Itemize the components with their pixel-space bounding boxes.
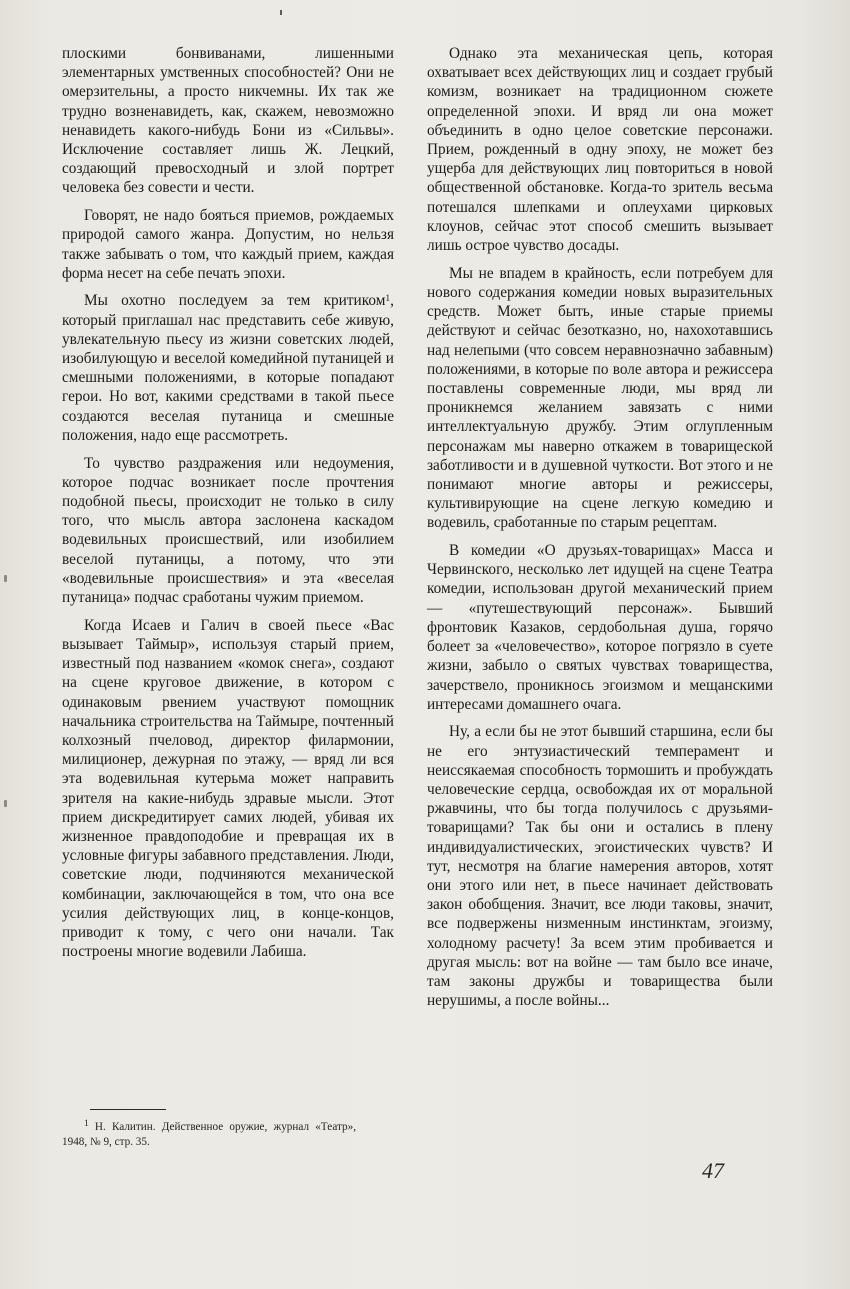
print-speck [280,10,282,15]
paragraph: То чувство раздражения или недоумения, которое подчас возникает после прочтения подобной пьесы, происходит не только в силу того, что мысль автора заслонена каскадом водевильных происшествий, или изобилием веселой путаницы, а потому, что эти «водевильные происшествия» и эта «веселая путаница» подчас сработаны чужим приемом. [62,454,394,606]
left-column [62,44,394,970]
paragraph [62,291,394,445]
paragraph-text: , который приглашал нас представить себе живую, увлекательную пьесу из жизни советских людей, изобилующую и веселой комедийной путаницей и смешными положениями, в которые попадают герои. Но вот, какими средствами в такой пьесе создаются веселая путаница и смешные положения, надо еще рассмотреть. [62,292,394,444]
footnote [62,1120,356,1150]
paragraph: Однако эта механическая цепь, которая охватывает всех действующих лиц и создает грубый комизм, возникает на традиционном сюжете определенной эпохи. И вряд ли она может объединить в одно целое советские персонажи. Прием, рожденный в одну эпоху, не может без ущерба для действующих лиц повториться в новой общественной обстановке. Когда-то зритель весьма потешался шлепками и оплеухами цирковых клоунов, сейчас этот способ смешить вызывает лишь острое чувство досады. [427,45,773,255]
paragraph-text: Мы охотно последуем за тем критиком [84,292,386,310]
paragraph: Говорят, не надо бояться приемов, рождаемых природой самого жанра. Допустим, но нельзя также забывать о том, что каждый прием, каждая форма несет на себе печать эпохи. [62,207,394,282]
paragraph: В комедии «О друзьях-товарищах» Масса и Червинского, несколько лет идущей на сцене Театра комедии, использован другой механический прием — «путешествующий персонаж». Бывший фронтовик Казаков, сердобольная душа, горячо болеет за «человечество», которое погрязло в суете жизни, забыло о святых чувствах товарищества, зачерствело, проникнось эгоизмом и мещанскими интересами домашнего очага. [427,542,773,713]
paragraph: Когда Исаев и Галич в своей пьесе «Вас вызывает Таймыр», используя старый прием, известный под названием «комок снега», создают на сцене круговое движение, в котором с одинаковым рвением участвуют помощник начальника строительства на Таймыре, почтенный колхозный пчеловод, директор филармонии, милиционер, дежурная по этажу, — вряд ли вся эта водевильная кутерьма может направить зрителя на какие-нибудь здравые мысли. Этот прием дискредитирует самих людей, убивая их жизненное правдоподобие и превращая их в условные фигуры забавного представления. Люди, советские люди, подчиняются механической комбинации, заключающейся в том, что она все усилия действующих лиц, в конце-концов, приводит к тому, с чего они начали. Так построены многие водевили Лабиша. [62,616,394,961]
right-column [427,44,773,1019]
paragraph: Ну, а если бы не этот бывший старшина, если бы не его энтузиастический темперамент и неиссякаемая способность тормошить и пробуждать человеческие сердца, освобождая их от моральной ржавчины, что бы тогда получилось с друзьями-товарищами? Так бы они и остались в плену индивидуалистических, эгоистических чувств? И тут, несмотря на благие намерения авторов, хотят они этого или нет, в пьесе начинает действовать закон обобщения. Значит, все люди таковы, значит, все подвержены низменным инстинктам, эгоизму, холодному расчету! За всем этим пробивается и другая мысль: вот на войне — там было все иначе, там законы дружбы и товарищества были нерушимы, а после войны... [427,723,773,1010]
footnote-reference: 1 [385,294,391,305]
paragraph: плоскими бонвиванами, лишенными элементарных умственных способностей? Они не омерзительны, а просто никчемны. Их так же трудно возненавидеть, как, скажем, невозможно ненавидеть какого-нибудь Бони из «Сильвы». Исключение составляет лишь Ж. Лецкий, создающий превосходный и злой портрет человека без совести и чести. [62,45,394,197]
binding-mark [4,800,7,807]
footnote-separator [90,1109,166,1110]
binding-mark [4,575,7,582]
page-number: 47 [702,1158,724,1183]
footnote-text: Н. Калитин. Действенное оружие, журнал «Театр», 1948, № 9, стр. 35. [62,1121,356,1148]
footnote-marker: 1 [84,1119,89,1129]
paragraph: Мы не впадем в крайность, если потребуем для нового содержания комедии новых выразительных средств. Может быть, иные старые приемы действуют и сейчас безотказно, но, нахохотавшись над нелепыми (что совсем неравнозначно забавным) положениями, в которые по воле автора и режиссера поставлены современные люди, мы вряд ли проникнемся желанием завязать с ними интеллектуальную дружбу. Этим оглупленным персонажам мы наверно откажем в товарищеской заботливости и в душевной чуткости. Вот этого и не понимают многие авторы и режиссеры, культивирующие на сцене легкую комедию и водевиль, сработанные по старым рецептам. [427,264,773,532]
